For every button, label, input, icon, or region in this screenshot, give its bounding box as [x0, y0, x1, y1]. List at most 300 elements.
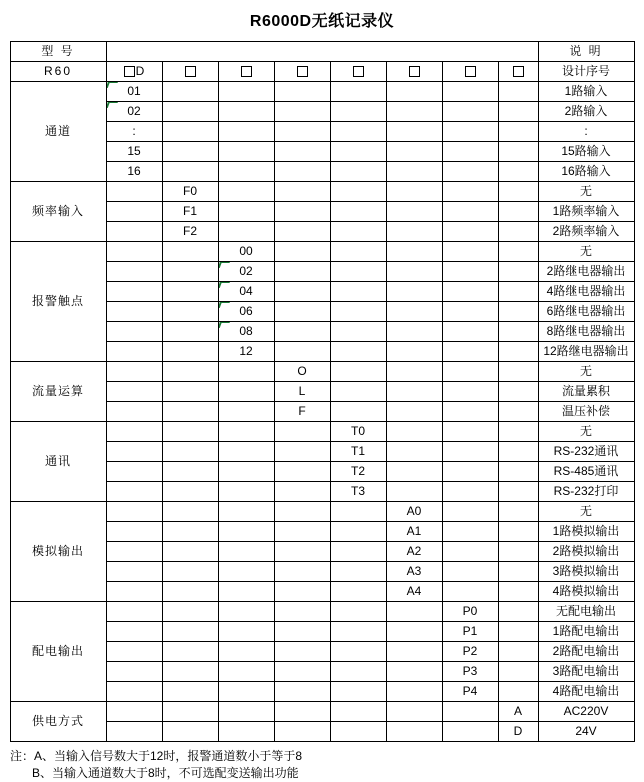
empty-cell — [218, 402, 274, 422]
empty-cell — [106, 502, 162, 522]
empty-cell — [106, 702, 162, 722]
empty-cell — [498, 442, 538, 462]
table-row — [10, 362, 634, 382]
table-row — [10, 702, 634, 722]
empty-cell — [162, 142, 218, 162]
option-code[interactable]: 12 — [218, 342, 274, 362]
empty-cell — [330, 622, 386, 642]
empty-cell — [330, 342, 386, 362]
empty-cell — [274, 282, 330, 302]
empty-cell — [162, 622, 218, 642]
empty-cell — [442, 542, 498, 562]
empty-cell — [386, 302, 442, 322]
empty-cell — [106, 202, 162, 222]
empty-cell — [162, 482, 218, 502]
empty-cell — [330, 262, 386, 282]
option-desc: 无 — [538, 182, 634, 202]
empty-cell — [106, 322, 162, 342]
note-line-2: B、当输入通道数大于8时，不可选配变送输出功能 — [32, 766, 299, 780]
empty-cell — [106, 542, 162, 562]
section-label-7: 配电输出 — [10, 602, 106, 702]
empty-cell — [330, 502, 386, 522]
option-code[interactable]: 00 — [218, 242, 274, 262]
empty-cell — [498, 322, 538, 342]
empty-cell — [274, 242, 330, 262]
empty-cell — [274, 522, 330, 542]
empty-cell — [498, 662, 538, 682]
option-code[interactable]: 04 — [218, 282, 274, 302]
empty-cell — [330, 282, 386, 302]
empty-cell — [498, 582, 538, 602]
option-code[interactable]: 02 — [106, 102, 162, 122]
option-code[interactable]: A1 — [386, 522, 442, 542]
code-box-1-label: D — [135, 64, 145, 79]
empty-cell — [330, 202, 386, 222]
note-line-1: 注：A、当输入信号数大于12时，报警通道数小于等于8 — [10, 749, 303, 763]
empty-cell — [274, 322, 330, 342]
option-code[interactable]: P1 — [442, 622, 498, 642]
empty-cell — [498, 362, 538, 382]
code-box-3[interactable] — [218, 62, 274, 82]
empty-cell — [442, 302, 498, 322]
empty-cell — [218, 502, 274, 522]
empty-cell — [330, 682, 386, 702]
empty-cell — [498, 342, 538, 362]
empty-cell — [162, 502, 218, 522]
empty-cell — [218, 522, 274, 542]
empty-cell — [330, 162, 386, 182]
code-box-5[interactable] — [330, 62, 386, 82]
table-row — [10, 602, 634, 622]
empty-cell — [218, 442, 274, 462]
empty-cell — [386, 382, 442, 402]
empty-cell — [442, 162, 498, 182]
empty-cell — [442, 142, 498, 162]
empty-cell — [442, 82, 498, 102]
option-desc: 2路继电器输出 — [538, 262, 634, 282]
empty-cell — [162, 302, 218, 322]
empty-cell — [106, 642, 162, 662]
empty-cell — [386, 262, 442, 282]
empty-cell — [274, 722, 330, 742]
empty-cell — [330, 582, 386, 602]
option-code[interactable]: 02 — [218, 262, 274, 282]
empty-cell — [106, 262, 162, 282]
empty-cell — [330, 182, 386, 202]
empty-cell — [218, 722, 274, 742]
empty-cell — [162, 702, 218, 722]
empty-cell — [274, 622, 330, 642]
empty-cell — [498, 602, 538, 622]
empty-cell — [274, 302, 330, 322]
option-code[interactable]: F1 — [162, 202, 218, 222]
empty-cell — [442, 462, 498, 482]
empty-cell — [274, 662, 330, 682]
empty-cell — [274, 262, 330, 282]
empty-cell — [386, 462, 442, 482]
code-box-8[interactable] — [498, 62, 538, 82]
empty-cell — [442, 482, 498, 502]
option-desc: 4路模拟输出 — [538, 582, 634, 602]
empty-cell — [218, 122, 274, 142]
option-desc: 24V — [538, 722, 634, 742]
empty-cell — [162, 542, 218, 562]
checkbox-icon — [465, 66, 476, 77]
option-desc: 1路输入 — [538, 82, 634, 102]
option-code[interactable]: 08 — [218, 322, 274, 342]
option-code[interactable]: P3 — [442, 662, 498, 682]
option-code[interactable]: F0 — [162, 182, 218, 202]
empty-cell — [162, 322, 218, 342]
empty-cell — [162, 522, 218, 542]
option-desc: 6路继电器输出 — [538, 302, 634, 322]
empty-cell — [162, 162, 218, 182]
empty-cell — [442, 382, 498, 402]
empty-cell — [274, 422, 330, 442]
empty-cell — [274, 582, 330, 602]
option-code[interactable]: : — [106, 122, 162, 142]
empty-cell — [442, 222, 498, 242]
empty-cell — [218, 682, 274, 702]
option-code[interactable]: 16 — [106, 162, 162, 182]
empty-cell — [498, 142, 538, 162]
empty-cell — [442, 442, 498, 462]
empty-cell — [274, 102, 330, 122]
empty-cell — [274, 542, 330, 562]
empty-cell — [106, 342, 162, 362]
option-desc: 3路配电输出 — [538, 662, 634, 682]
empty-cell — [498, 402, 538, 422]
empty-cell — [218, 422, 274, 442]
empty-cell — [106, 442, 162, 462]
table-row — [10, 242, 634, 262]
empty-cell — [442, 342, 498, 362]
empty-cell — [442, 322, 498, 342]
empty-cell — [218, 382, 274, 402]
empty-cell — [330, 642, 386, 662]
model-prefix: R60 — [10, 62, 106, 82]
option-desc: 无 — [538, 422, 634, 442]
empty-cell — [498, 302, 538, 322]
empty-cell — [274, 482, 330, 502]
option-code[interactable]: 01 — [106, 82, 162, 102]
code-box-2[interactable] — [162, 62, 218, 82]
empty-cell — [106, 562, 162, 582]
empty-cell — [498, 422, 538, 442]
empty-cell — [106, 662, 162, 682]
empty-cell — [386, 82, 442, 102]
empty-cell — [162, 82, 218, 102]
empty-cell — [386, 242, 442, 262]
empty-cell — [106, 242, 162, 262]
empty-cell — [498, 502, 538, 522]
empty-cell — [330, 402, 386, 422]
empty-cell — [162, 342, 218, 362]
empty-cell — [162, 242, 218, 262]
empty-cell — [386, 222, 442, 242]
empty-cell — [106, 622, 162, 642]
code-box-7[interactable] — [442, 62, 498, 82]
option-desc: 16路输入 — [538, 162, 634, 182]
empty-cell — [442, 582, 498, 602]
empty-cell — [106, 602, 162, 622]
option-desc: 无 — [538, 242, 634, 262]
empty-cell — [330, 382, 386, 402]
empty-cell — [162, 602, 218, 622]
empty-cell — [330, 702, 386, 722]
empty-cell — [330, 242, 386, 262]
empty-cell — [442, 522, 498, 542]
empty-cell — [218, 142, 274, 162]
table-row — [10, 82, 634, 102]
section-label-4: 流量运算 — [10, 362, 106, 422]
empty-cell — [218, 182, 274, 202]
empty-cell — [386, 362, 442, 382]
option-code[interactable]: P0 — [442, 602, 498, 622]
empty-cell — [162, 682, 218, 702]
empty-cell — [442, 362, 498, 382]
option-desc: 温压补偿 — [538, 402, 634, 422]
empty-cell — [274, 602, 330, 622]
option-code[interactable]: 15 — [106, 142, 162, 162]
option-desc: 3路模拟输出 — [538, 562, 634, 582]
table-row — [10, 422, 634, 442]
empty-cell — [106, 522, 162, 542]
empty-cell — [386, 282, 442, 302]
empty-cell — [442, 202, 498, 222]
empty-cell — [386, 182, 442, 202]
option-code[interactable]: D — [498, 722, 538, 742]
empty-cell — [106, 682, 162, 702]
empty-cell — [106, 182, 162, 202]
empty-cell — [386, 442, 442, 462]
empty-cell — [162, 262, 218, 282]
option-code[interactable]: T1 — [330, 442, 386, 462]
empty-cell — [386, 322, 442, 342]
empty-cell — [386, 342, 442, 362]
empty-cell — [330, 122, 386, 142]
empty-cell — [498, 542, 538, 562]
option-code[interactable]: A0 — [386, 502, 442, 522]
checkbox-icon — [297, 66, 308, 77]
empty-cell — [330, 322, 386, 342]
option-code[interactable]: T0 — [330, 422, 386, 442]
empty-cell — [498, 522, 538, 542]
option-code[interactable]: A3 — [386, 562, 442, 582]
empty-cell — [218, 562, 274, 582]
empty-cell — [106, 362, 162, 382]
checkbox-icon — [241, 66, 252, 77]
empty-cell — [442, 702, 498, 722]
option-desc: 2路输入 — [538, 102, 634, 122]
option-desc: 12路继电器输出 — [538, 342, 634, 362]
section-label-2: 频率输入 — [10, 182, 106, 242]
option-code[interactable]: T3 — [330, 482, 386, 502]
empty-cell — [442, 422, 498, 442]
checkbox-icon — [513, 66, 524, 77]
code-box-1[interactable] — [106, 62, 162, 82]
empty-cell — [162, 362, 218, 382]
empty-cell — [498, 482, 538, 502]
empty-cell — [274, 142, 330, 162]
empty-cell — [386, 422, 442, 442]
empty-cell — [498, 642, 538, 662]
empty-cell — [386, 102, 442, 122]
empty-cell — [498, 122, 538, 142]
model-code-row — [10, 62, 634, 82]
empty-cell — [218, 362, 274, 382]
empty-cell — [330, 542, 386, 562]
empty-cell — [442, 262, 498, 282]
empty-cell — [330, 142, 386, 162]
empty-cell — [162, 102, 218, 122]
code-box-6[interactable] — [386, 62, 442, 82]
empty-cell — [162, 662, 218, 682]
empty-cell — [106, 482, 162, 502]
empty-cell — [106, 462, 162, 482]
empty-cell — [162, 282, 218, 302]
empty-cell — [218, 462, 274, 482]
empty-cell — [218, 622, 274, 642]
empty-cell — [274, 202, 330, 222]
empty-cell — [330, 602, 386, 622]
empty-cell — [330, 722, 386, 742]
empty-cell — [106, 422, 162, 442]
section-label-5: 通讯 — [10, 422, 106, 502]
empty-cell — [274, 122, 330, 142]
empty-cell — [386, 662, 442, 682]
page-title: R6000D无纸记录仪 — [249, 13, 395, 30]
code-row-desc: 设计序号 — [538, 62, 634, 82]
section-label-8: 供电方式 — [10, 702, 106, 742]
empty-cell — [106, 402, 162, 422]
empty-cell — [330, 222, 386, 242]
empty-cell — [162, 462, 218, 482]
option-code[interactable]: L — [274, 382, 330, 402]
empty-cell — [442, 102, 498, 122]
empty-cell — [498, 182, 538, 202]
empty-cell — [498, 462, 538, 482]
option-code[interactable]: A4 — [386, 582, 442, 602]
empty-cell — [442, 282, 498, 302]
code-box-4[interactable] — [274, 62, 330, 82]
empty-cell — [386, 402, 442, 422]
empty-cell — [218, 202, 274, 222]
empty-cell — [274, 182, 330, 202]
empty-cell — [498, 162, 538, 182]
option-code[interactable]: O — [274, 362, 330, 382]
option-code[interactable]: 06 — [218, 302, 274, 322]
empty-cell — [386, 162, 442, 182]
option-desc: 15路输入 — [538, 142, 634, 162]
option-desc: 2路频率输入 — [538, 222, 634, 242]
notes-block — [10, 748, 634, 782]
empty-cell — [162, 422, 218, 442]
table-row — [10, 502, 634, 522]
empty-cell — [274, 702, 330, 722]
header-model-label: 型 号 — [10, 42, 106, 62]
empty-cell — [498, 562, 538, 582]
empty-cell — [162, 642, 218, 662]
empty-cell — [162, 722, 218, 742]
option-code[interactable]: P2 — [442, 642, 498, 662]
empty-cell — [218, 542, 274, 562]
empty-cell — [442, 562, 498, 582]
option-desc: RS-232通讯 — [538, 442, 634, 462]
empty-cell — [442, 502, 498, 522]
option-code[interactable]: A — [498, 702, 538, 722]
empty-cell — [386, 202, 442, 222]
empty-cell — [442, 122, 498, 142]
option-desc: 1路频率输入 — [538, 202, 634, 222]
section-label-3: 报警触点 — [10, 242, 106, 362]
empty-cell — [330, 562, 386, 582]
empty-cell — [386, 702, 442, 722]
option-desc: 2路模拟输出 — [538, 542, 634, 562]
option-desc: 2路配电输出 — [538, 642, 634, 662]
empty-cell — [386, 682, 442, 702]
empty-cell — [498, 382, 538, 402]
empty-cell — [162, 122, 218, 142]
empty-cell — [274, 462, 330, 482]
section-label-1: 通道 — [10, 82, 106, 182]
empty-cell — [274, 82, 330, 102]
empty-cell — [386, 602, 442, 622]
header-spacer — [106, 42, 538, 62]
empty-cell — [330, 102, 386, 122]
empty-cell — [330, 522, 386, 542]
empty-cell — [386, 142, 442, 162]
option-desc: 4路配电输出 — [538, 682, 634, 702]
option-desc: 无 — [538, 502, 634, 522]
empty-cell — [162, 442, 218, 462]
empty-cell — [106, 282, 162, 302]
empty-cell — [330, 662, 386, 682]
option-desc: 无 — [538, 362, 634, 382]
empty-cell — [106, 222, 162, 242]
empty-cell — [106, 582, 162, 602]
table-header-row — [10, 42, 634, 62]
option-desc: RS-485通讯 — [538, 462, 634, 482]
option-code[interactable]: F — [274, 402, 330, 422]
empty-cell — [218, 602, 274, 622]
empty-cell — [386, 622, 442, 642]
option-code[interactable]: T2 — [330, 462, 386, 482]
empty-cell — [498, 262, 538, 282]
checkbox-icon — [185, 66, 196, 77]
empty-cell — [106, 382, 162, 402]
empty-cell — [218, 102, 274, 122]
empty-cell — [218, 82, 274, 102]
empty-cell — [274, 682, 330, 702]
empty-cell — [498, 242, 538, 262]
empty-cell — [330, 302, 386, 322]
empty-cell — [498, 622, 538, 642]
empty-cell — [386, 482, 442, 502]
empty-cell — [218, 482, 274, 502]
option-code[interactable]: P4 — [442, 682, 498, 702]
option-desc: 1路配电输出 — [538, 622, 634, 642]
option-code[interactable]: F2 — [162, 222, 218, 242]
empty-cell — [218, 702, 274, 722]
checkbox-icon — [124, 66, 135, 77]
option-code[interactable]: A2 — [386, 542, 442, 562]
empty-cell — [218, 642, 274, 662]
option-desc: 无配电输出 — [538, 602, 634, 622]
empty-cell — [498, 222, 538, 242]
checkbox-icon — [353, 66, 364, 77]
empty-cell — [498, 202, 538, 222]
